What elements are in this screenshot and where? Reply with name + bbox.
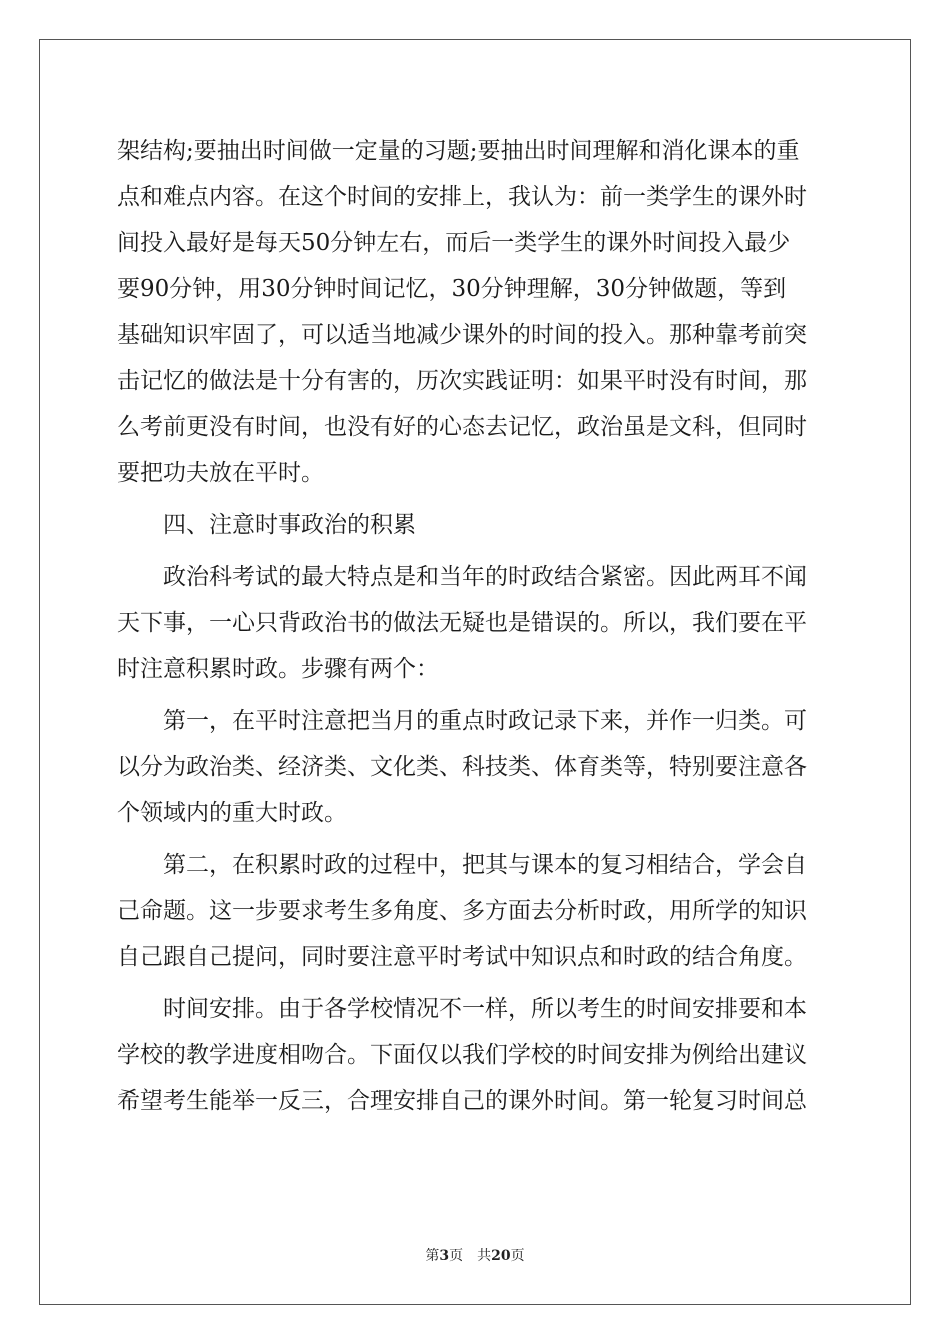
text-line: 第二，在积累时政的过程中，把其与课本的复习相结合，学会自: [117, 852, 807, 878]
text-line: 击记忆的做法是十分有害的，历次实践证明：如果平时没有时间，那: [117, 368, 807, 394]
text-line: 学校的教学进度相吻合。下面仅以我们学校的时间安排为例给出建议: [117, 1042, 807, 1068]
text-line: 四、注意时事政治的积累: [117, 512, 416, 538]
text-line: 天下事，一心只背政治书的做法无疑也是错误的。所以，我们要在平: [117, 610, 807, 636]
text-line: 基础知识牢固了，可以适当地减少课外的时间的投入。那种靠考前突: [117, 322, 807, 348]
paragraph: [117, 842, 833, 980]
text-line: 架结构;要抽出时间做一定量的习题;要抽出时间理解和消化课本的重: [117, 138, 800, 164]
text-line: 第一，在平时注意把当月的重点时政记录下来，并作一归类。可: [117, 708, 807, 734]
page-footer: [0, 1247, 950, 1265]
text-line: 要把功夫放在平时。: [117, 460, 324, 486]
document-body: [117, 128, 833, 1124]
paragraph: [117, 986, 833, 1124]
page-number: 3: [439, 1248, 450, 1264]
text-line: 么考前更没有时间，也没有好的心态去记忆，政治虽是文科，但同时: [117, 414, 807, 440]
text-line: 要90分钟，用30分钟时间记忆，30分钟理解，30分钟做题，等到: [117, 276, 787, 302]
text-line: 自己跟自己提问，同时要注意平时考试中知识点和时政的结合角度。: [117, 944, 807, 970]
total-suffix: 页: [510, 1248, 525, 1264]
text-line: 以分为政治类、经济类、文化类、科技类、体育类等，特别要注意各: [117, 754, 807, 780]
page-suffix: 页: [449, 1248, 464, 1264]
text-line: 政治科考试的最大特点是和当年的时政结合紧密。因此两耳不闻: [117, 564, 807, 590]
text-line: 时间安排。由于各学校情况不一样，所以考生的时间安排要和本: [117, 996, 807, 1022]
total-prefix: 共: [477, 1248, 492, 1264]
text-line: 点和难点内容。在这个时间的安排上，我认为：前一类学生的课外时: [117, 184, 807, 210]
text-line: 个领域内的重大时政。: [117, 800, 347, 826]
text-line: 时注意积累时政。步骤有两个：: [117, 656, 439, 682]
total-pages: 20: [491, 1248, 511, 1264]
section-heading: [117, 502, 833, 548]
text-line: 己命题。这一步要求考生多角度、多方面去分析时政，用所学的知识: [117, 898, 807, 924]
paragraph: [117, 554, 833, 692]
paragraph: [117, 128, 833, 496]
paragraph: [117, 698, 833, 836]
text-line: 间投入最好是每天50分钟左右，而后一类学生的课外时间投入最少: [117, 230, 791, 256]
text-line: 希望考生能举一反三，合理安排自己的课外时间。第一轮复习时间总: [117, 1088, 807, 1114]
page-prefix: 第: [425, 1248, 440, 1264]
